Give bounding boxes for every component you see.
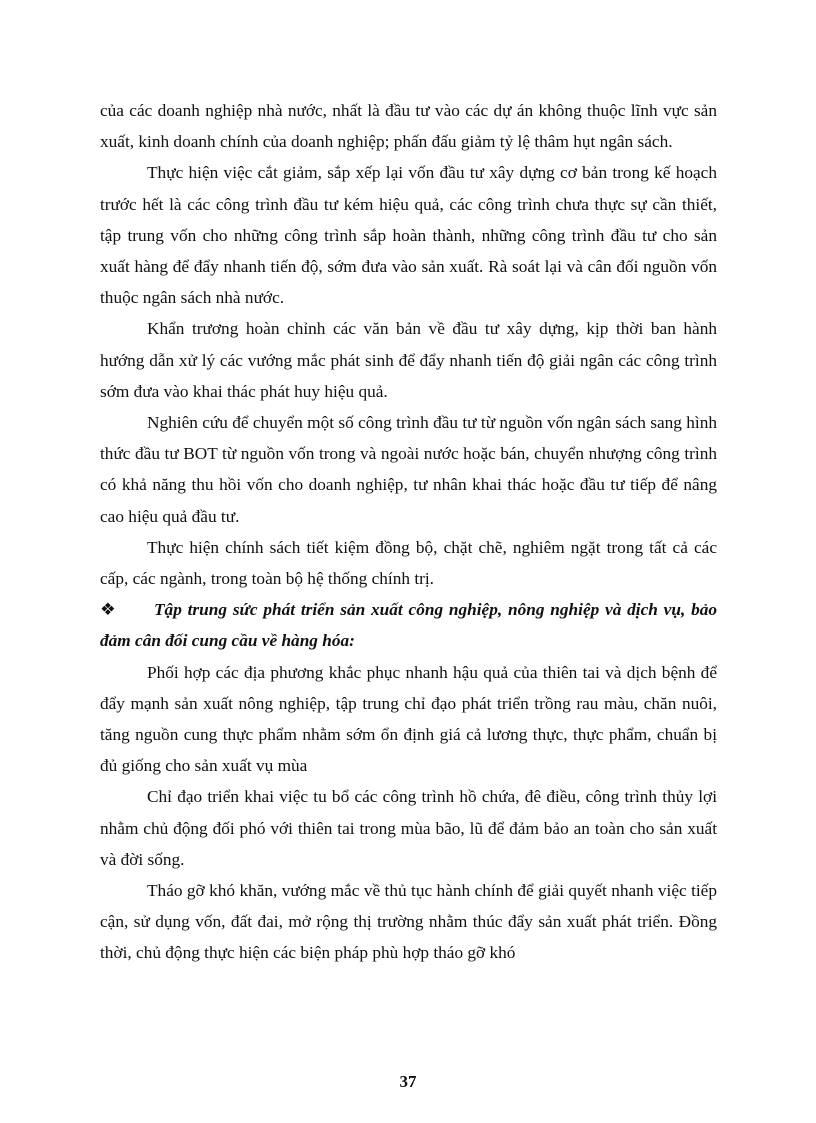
section-heading-text: Tập trung sức phát triển sản xuất công nghiệp, nông nghiệp và dịch vụ, bảo đảm cân đối cung cầu về hàng hóa: — [100, 600, 717, 651]
paragraph: Nghiên cứu để chuyển một số công trình đầu tư từ nguồn vốn ngân sách sang hình thức đầu tư BOT từ nguồn vốn trong và ngoài nước hoặc bán, chuyển nhượng công trình có khả năng thu hồi vốn cho doanh nghiệp, tư nhân khai thác hoặc đầu tư tiếp để nâng cao hiệu quả đầu tư. — [100, 413, 717, 526]
paragraph: Khẩn trương hoàn chỉnh các văn bản về đầu tư xây dựng, kịp thời ban hành hướng dẫn xử lý các vướng mắc phát sinh để đẩy nhanh tiến độ giải ngân các công trình sớm đưa vào khai thác phát huy hiệu quả. — [100, 319, 717, 401]
page-body — [100, 95, 717, 969]
page-number: 37 — [399, 1072, 417, 1091]
paragraph: Chỉ đạo triển khai việc tu bổ các công trình hồ chứa, đê điều, công trình thủy lợi nhằm chủ động đối phó với thiên tai trong mùa bão, lũ để đảm bảo an toàn cho sản xuất và đời sống. — [100, 787, 717, 869]
section-heading — [100, 594, 717, 656]
paragraph-continuation: của các doanh nghiệp nhà nước, nhất là đầu tư vào các dự án không thuộc lĩnh vực sản xuất, kinh doanh chính của doanh nghiệp; phấn đấu giảm tỷ lệ thâm hụt ngân sách. — [100, 101, 717, 152]
paragraph: Tháo gỡ khó khăn, vướng mắc về thủ tục hành chính để giải quyết nhanh việc tiếp cận, sử dụng vốn, đất đai, mở rộng thị trường nhằm thúc đẩy sản xuất phát triển. Đồng thời, chủ động thực hiện các biện pháp phù hợp tháo gỡ khó — [100, 881, 717, 963]
paragraph: Thực hiện việc cắt giảm, sắp xếp lại vốn đầu tư xây dựng cơ bản trong kế hoạch trước hết là các công trình đầu tư kém hiệu quả, các công trình chưa thực sự cần thiết, tập trung vốn cho những công trình sắp hoàn thành, những công trình đầu tư cho sản xuất hàng để đẩy nhanh tiến độ, sớm đưa vào sản xuất. Rà soát lại và cân đối nguồn vốn thuộc ngân sách nhà nước. — [100, 163, 717, 308]
paragraph: Phối hợp các địa phương khắc phục nhanh hậu quả của thiên tai và dịch bệnh để đẩy mạnh sản xuất nông nghiệp, tập trung chỉ đạo phát triển trồng rau màu, chăn nuôi, tăng nguồn cung thực phẩm nhằm sớm ổn định giá cả lương thực, thực phẩm, chuẩn bị đủ giống cho sản xuất vụ mùa — [100, 662, 717, 776]
paragraph: Thực hiện chính sách tiết kiệm đồng bộ, chặt chẽ, nghiêm ngặt trong tất cả các cấp, các ngành, trong toàn bộ hệ thống chính trị. — [100, 537, 717, 589]
diamond-bullet-icon: ❖ — [100, 600, 116, 620]
